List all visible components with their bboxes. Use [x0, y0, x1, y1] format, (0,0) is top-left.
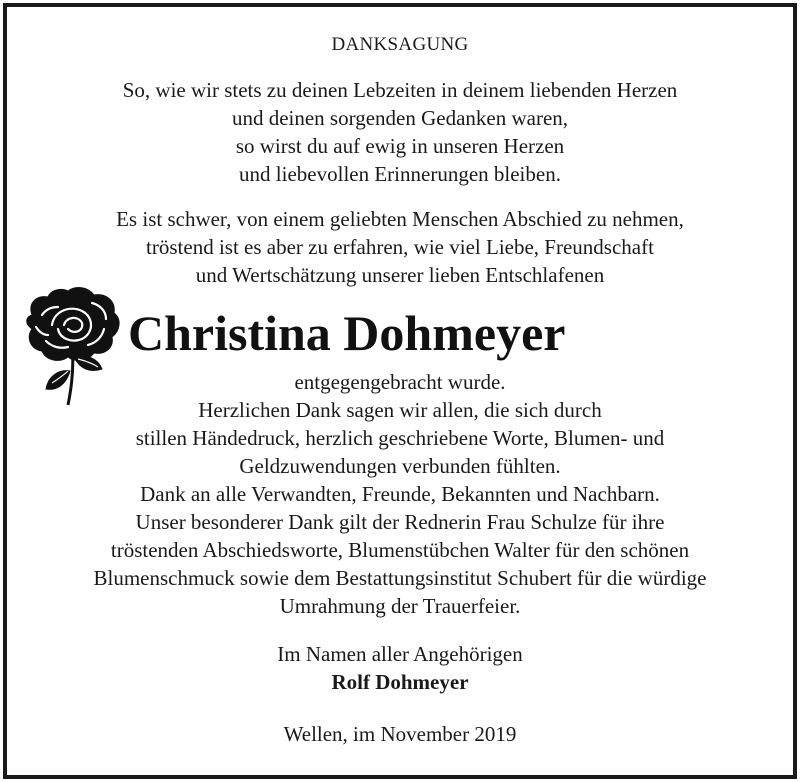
verse-line-4: und liebevollen Erinnerungen bleiben. — [239, 162, 561, 186]
body-line-8: Blumenschmuck sowie dem Bestattungsinstitut Schubert für die würdige — [93, 566, 707, 590]
place-date: Wellen, im November 2019 — [283, 722, 517, 746]
intro-line-1: Es ist schwer, von einem geliebten Menschen Abschied zu nehmen, — [116, 207, 684, 231]
intro-line-2: tröstend ist es aber zu erfahren, wie viel Liebe, Freundschaft — [146, 235, 654, 259]
body-line-2: Herzlichen Dank sagen wir allen, die sich durch — [198, 398, 602, 422]
body-line-5: Dank an alle Verwandten, Freunde, Bekannten und Nachbarn. — [140, 482, 660, 506]
intro-line-3: und Wertschätzung unserer lieben Entschlafenen — [195, 263, 605, 287]
signature-name: Rolf Dohmeyer — [331, 670, 469, 694]
body-line-1: entgegengebracht wurde. — [294, 370, 506, 394]
body-line-3: stillen Händedruck, herzlich geschriebene Worte, Blumen- und — [135, 426, 665, 450]
body-line-6: Unser besonderer Dank gilt der Rednerin Frau Schulze für ihre — [135, 510, 665, 534]
verse-line-2: und deinen sorgenden Gedanken waren, — [231, 106, 569, 130]
body-line-7: tröstenden Abschiedsworte, Blumenstübchen Walter für den schönen — [110, 538, 690, 562]
body-line-4: Geldzuwendungen verbunden fühlten. — [239, 454, 561, 478]
verse-line-3: so wirst du auf ewig in unseren Herzen — [235, 134, 565, 158]
body-line-9: Umrahmung der Trauerfeier. — [279, 594, 521, 618]
deceased-name: Christina Dohmeyer — [128, 305, 566, 361]
verse-line-1: So, wie wir stets zu deinen Lebzeiten in deinem liebenden Herzen — [122, 78, 678, 102]
signature-line: Im Namen aller Angehörigen — [277, 642, 523, 666]
heading: DANKSAGUNG — [331, 34, 469, 55]
